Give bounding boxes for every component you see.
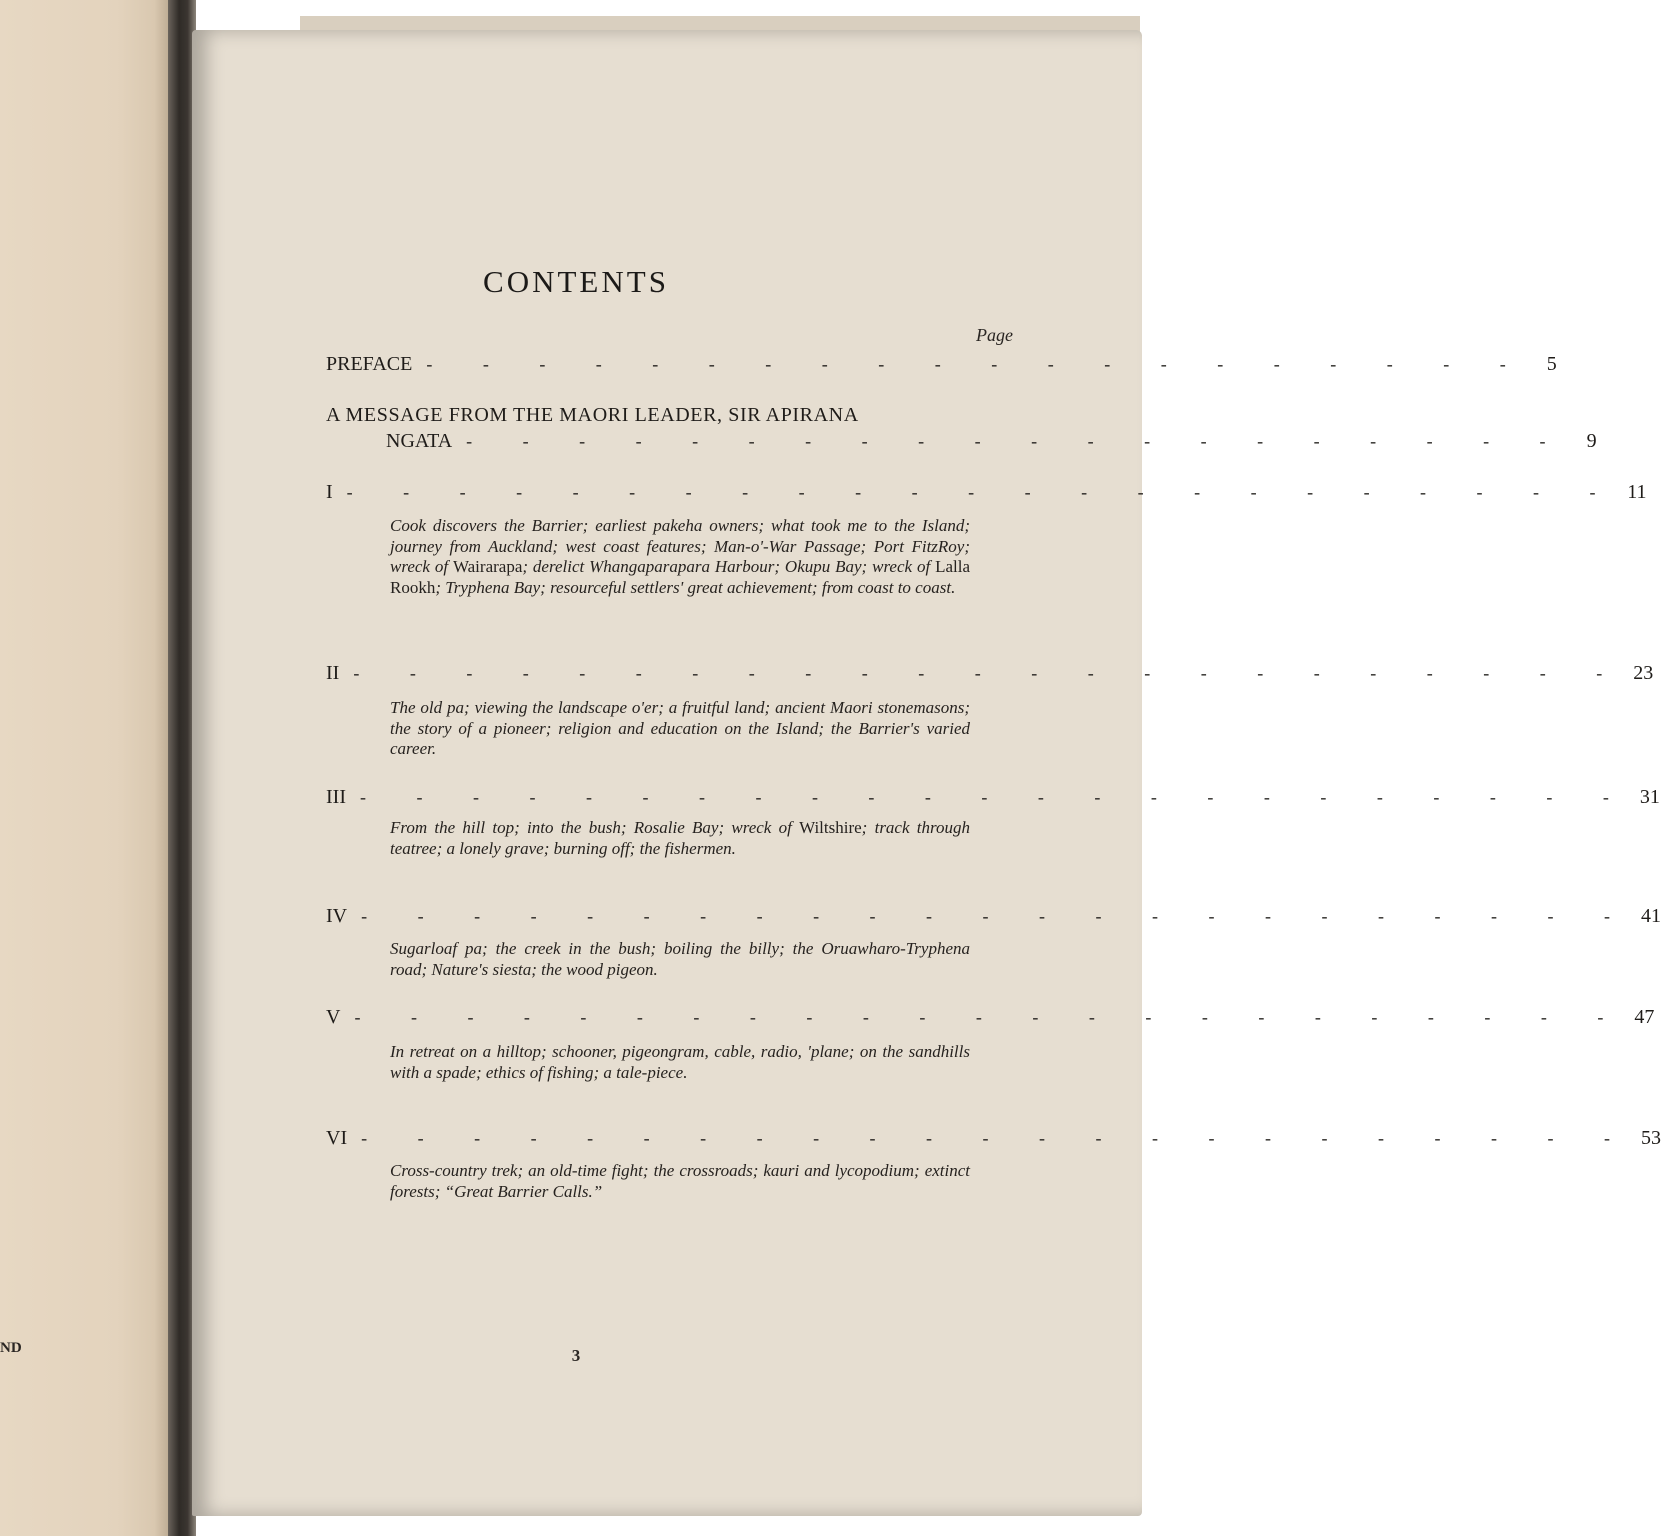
dot-leader: - - - - - - - - - - - - - - - - - - - -	[426, 354, 1529, 374]
chapter-description	[390, 1042, 970, 1083]
toc-page-number: 9	[1586, 430, 1597, 452]
dot-leader: - - - - - - - - - - - - - - - - - - - - - - -	[361, 906, 1633, 926]
dot-leader: - - - - - - - - - - - - - - - - - - - - - - -	[361, 1128, 1633, 1148]
toc-page-number: 47	[1634, 1006, 1655, 1028]
ship-name-text: Lalla Rookh	[390, 557, 970, 597]
toc-entry-chapter-6[interactable]	[326, 1127, 1661, 1150]
description-text: In retreat on a hilltop; schooner, pigeongram, cable, radio, 'plane; on the sandhills with a spade; ethics of fishing; a tale-piece.	[390, 1042, 970, 1082]
chapter-description	[390, 818, 970, 859]
left-page	[0, 0, 168, 1536]
description-text: ; derelict Whangaparapara Harbour; Okupu Bay; wreck of	[522, 557, 936, 576]
description-text: Cook discovers the Barrier; earliest pakeha owners; what took me to the Island; journey from Auckland; west coast features; Man-o'-War Passage; Port FitzRoy; wreck of	[390, 516, 970, 576]
chapter-description	[390, 516, 970, 598]
chapter-numeral: V	[326, 1006, 341, 1028]
description-text: ; track through teatree; a lonely grave; burning off; the fishermen.	[390, 818, 970, 858]
description-text: The old pa; viewing the landscape o'er; a fruitful land; ancient Maori stonemasons; the story of a pioneer; religion and education on the Island; the Barrier's varied career.	[390, 698, 970, 758]
ship-name-text: Wairarapa	[452, 557, 523, 576]
contents-title: CONTENTS	[483, 264, 669, 299]
chapter-description	[390, 1161, 970, 1202]
toc-entry-chapter-5[interactable]	[326, 1006, 1655, 1029]
toc-entry-chapter-3[interactable]	[326, 786, 1660, 809]
dot-leader: - - - - - - - - - - - - - - - - - - - - - - -	[353, 663, 1626, 683]
toc-entry-chapter-4[interactable]	[326, 905, 1661, 928]
page-column-header: Page	[976, 325, 1013, 345]
chapter-numeral: VI	[326, 1127, 348, 1149]
toc-entry-preface[interactable]	[326, 353, 1557, 376]
description-text: ; Tryphena Bay; resourceful settlers' great achievement; from coast to coast.	[435, 577, 956, 597]
ship-name-text: Wiltshire	[799, 818, 862, 837]
dot-leader: - - - - - - - - - - - - - - - - - - - - - - -	[359, 787, 1632, 807]
toc-entry-message-line1[interactable]: A MESSAGE FROM THE MAORI LEADER, SIR APIRANA	[326, 404, 859, 426]
chapter-description	[390, 939, 970, 980]
page-folio-number: 3	[571, 1346, 581, 1365]
right-page	[192, 30, 1142, 1516]
toc-page-number: 53	[1640, 1127, 1661, 1149]
chapter-numeral: II	[326, 662, 340, 684]
description-text: From the hill top; into the bush; Rosalie Bay; wreck of	[390, 818, 800, 837]
toc-entry-label: NGATA	[386, 430, 453, 452]
toc-entry-label: PREFACE	[326, 353, 413, 375]
left-page-text-fragment: ND	[0, 1340, 22, 1356]
chapter-numeral: IV	[326, 905, 348, 927]
description-text: Sugarloaf pa; the creek in the bush; boiling the billy; the Oruawharo-Tryphena road; Nature's siesta; the wood pigeon.	[390, 939, 970, 979]
dot-leader: - - - - - - - - - - - - - - - - - - - - - - -	[346, 482, 1619, 502]
toc-page-number: 23	[1633, 662, 1654, 684]
chapter-description	[390, 698, 970, 760]
chapter-numeral: I	[326, 481, 333, 503]
dot-leader: - - - - - - - - - - - - - - - - - - - - - - -	[354, 1007, 1627, 1027]
toc-entry-message[interactable]	[386, 430, 1597, 453]
toc-page-number: 11	[1627, 481, 1647, 503]
dot-leader: - - - - - - - - - - - - - - - - - - - -	[466, 431, 1569, 451]
toc-page-number: 5	[1546, 353, 1557, 375]
toc-page-number: 41	[1640, 905, 1661, 927]
toc-entry-chapter-2[interactable]	[326, 662, 1654, 685]
toc-page-number: 31	[1639, 786, 1660, 808]
chapter-numeral: III	[326, 786, 346, 808]
description-text: Cross-country trek; an old-time fight; the crossroads; kauri and lycopodium; extinct forests; “Great Barrier Calls.”	[390, 1161, 970, 1201]
toc-entry-chapter-1[interactable]	[326, 481, 1647, 504]
